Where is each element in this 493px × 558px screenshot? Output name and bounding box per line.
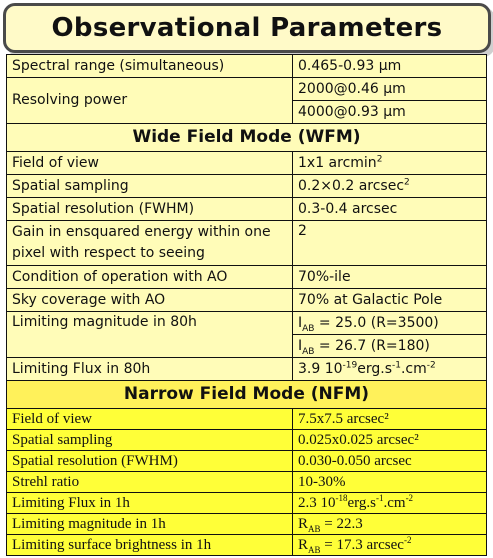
table-row bbox=[7, 472, 487, 493]
param-value: 2000@0.46 μm bbox=[293, 78, 487, 101]
param-value: 2.3 $10^{-18}erg.s^{-1}.cm^{-2}$ bbox=[293, 493, 487, 514]
table-row bbox=[7, 409, 487, 430]
param-label: Sky coverage with AO bbox=[7, 289, 293, 312]
param-value: $I_{AB} = 26.7$ (R=180) bbox=[293, 335, 487, 358]
param-value: 0.3-0.4 arcsec bbox=[293, 198, 487, 221]
table-row bbox=[7, 430, 487, 451]
param-value: 4000@0.93 μm bbox=[293, 101, 487, 124]
param-value: 0.465-0.93 μm bbox=[293, 55, 487, 78]
param-value: 70% at Galactic Pole bbox=[293, 289, 487, 312]
table-row bbox=[7, 221, 487, 266]
table-row bbox=[7, 266, 487, 289]
param-label: Resolving power bbox=[7, 78, 293, 124]
param-label: Limiting Flux in 80h bbox=[7, 358, 293, 381]
table-row bbox=[7, 55, 487, 78]
param-value: $R_{AB} = 22.3$ bbox=[293, 514, 487, 535]
param-label: Strehl ratio bbox=[7, 472, 293, 493]
param-value: 2 bbox=[293, 221, 487, 266]
table-row bbox=[7, 175, 487, 198]
param-value: $I_{AB} = 25.0$ (R=3500) bbox=[293, 312, 487, 335]
param-value: 0.025x0.025 arcsec² bbox=[293, 430, 487, 451]
param-value: 0.2×0.2 arcsec$^2$ bbox=[293, 175, 487, 198]
parameters-table bbox=[6, 54, 487, 556]
param-value: 0.030-0.050 arcsec bbox=[293, 451, 487, 472]
param-label: Spatial sampling bbox=[7, 430, 293, 451]
param-label: Spatial resolution (FWHM) bbox=[7, 198, 293, 221]
param-label: Spatial resolution (FWHM) bbox=[7, 451, 293, 472]
param-label: Limiting magnitude in 1h bbox=[7, 514, 293, 535]
table-row bbox=[7, 152, 487, 175]
param-value: 70%-ile bbox=[293, 266, 487, 289]
section-header-row bbox=[7, 124, 487, 152]
param-label: Field of view bbox=[7, 152, 293, 175]
param-label: Field of view bbox=[7, 409, 293, 430]
param-label: Spatial sampling bbox=[7, 175, 293, 198]
param-label: Gain in ensquared energy within one pixel with respect to seeing bbox=[7, 221, 293, 266]
param-value: 7.5x7.5 arcsec² bbox=[293, 409, 487, 430]
table-row bbox=[7, 78, 487, 101]
param-label: Limiting magnitude in 80h bbox=[7, 312, 293, 358]
wfm-heading: Wide Field Mode (WFM) bbox=[7, 124, 487, 152]
param-label: Limiting surface brightness in 1h bbox=[7, 535, 293, 556]
section-header-row bbox=[7, 381, 487, 409]
table-row bbox=[7, 535, 487, 556]
param-value: 1x1 arcmin$^2$ bbox=[293, 152, 487, 175]
table-row bbox=[7, 514, 487, 535]
param-label: Spectral range (simultaneous) bbox=[7, 55, 293, 78]
param-value: $R_{AB} = 17.3$ arcsec$^{-2}$ bbox=[293, 535, 487, 556]
param-value: 3.9 $10^{-19}erg.s^{-1}.cm^{-2}$ bbox=[293, 358, 487, 381]
param-label: Limiting Flux in 1h bbox=[7, 493, 293, 514]
nfm-heading: Narrow Field Mode (NFM) bbox=[7, 381, 487, 409]
table-row bbox=[7, 493, 487, 514]
table-row bbox=[7, 289, 487, 312]
table-row bbox=[7, 451, 487, 472]
table-row bbox=[7, 198, 487, 221]
param-label: Condition of operation with AO bbox=[7, 266, 293, 289]
table-row bbox=[7, 358, 487, 381]
param-value: 10-30% bbox=[293, 472, 487, 493]
table-row bbox=[7, 312, 487, 335]
page-title: Observational Parameters bbox=[3, 3, 491, 53]
